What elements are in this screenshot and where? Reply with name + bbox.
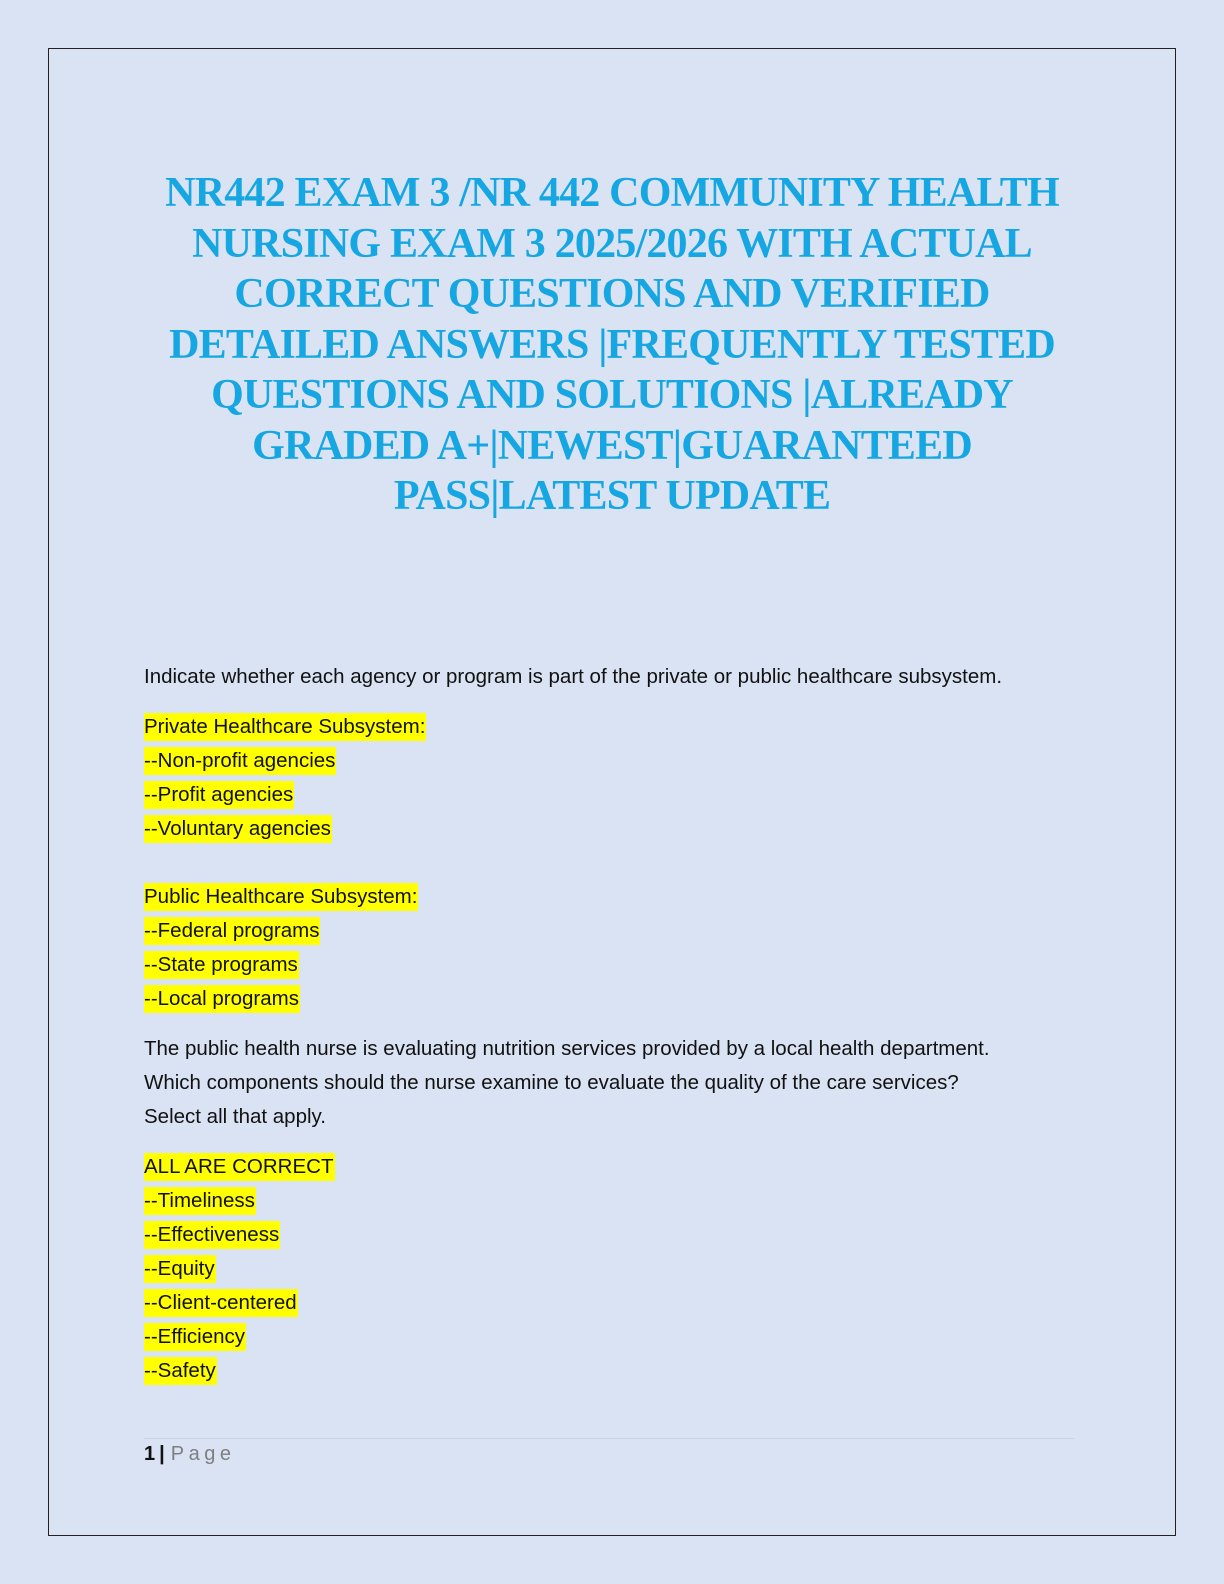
page-label: Page — [170, 1443, 236, 1465]
answer-heading — [144, 880, 1084, 914]
question-text: Select all that apply. — [144, 1105, 326, 1128]
answer-item — [144, 948, 1084, 982]
answer-group — [144, 880, 1084, 1016]
highlight: --Timeliness — [144, 1187, 256, 1215]
answer-item — [144, 1184, 1084, 1218]
spacer — [144, 694, 1084, 710]
highlight: --Effectiveness — [144, 1221, 280, 1249]
answer-group — [144, 1150, 1084, 1388]
highlight: --Client-centered — [144, 1289, 298, 1317]
answer-heading — [144, 1150, 1084, 1184]
document-body — [144, 660, 1084, 1388]
highlight: --Profit agencies — [144, 781, 294, 809]
question-text: Indicate whether each agency or program is part of the private or public healthcare subsystem. — [144, 665, 1003, 688]
highlight: Public Healthcare Subsystem: — [144, 883, 418, 911]
footer-separator: | — [159, 1443, 165, 1465]
question-text: The public health nurse is evaluating nutrition services provided by a local health department. — [144, 1037, 990, 1060]
highlight: --Non-profit agencies — [144, 747, 336, 775]
answer-item — [144, 1320, 1084, 1354]
page-footer — [144, 1441, 235, 1467]
highlight: Private Healthcare Subsystem: — [144, 713, 426, 741]
answer-item — [144, 914, 1084, 948]
answer-item — [144, 1218, 1084, 1252]
answer-item — [144, 812, 1084, 846]
answer-item — [144, 744, 1084, 778]
question-block — [144, 660, 1084, 1016]
answer-item — [144, 982, 1084, 1016]
document-title: NR442 EXAM 3 /NR 442 COMMUNITY HEALTH NURSING EXAM 3 2025/2026 WITH ACTUAL CORRECT QUESTIONS AND VERIFIED DETAILED ANSWERS |FREQUENTLY TESTED QUESTIONS AND SOLUTIONS |ALREADY GRADED A+|NEWEST|GUARANTEED PASS|LATEST UPDATE — [165, 170, 1059, 519]
spacer — [144, 1134, 1084, 1150]
highlight: --State programs — [144, 951, 299, 979]
answer-group — [144, 710, 1084, 846]
question-block — [144, 1032, 1084, 1388]
footer-divider — [144, 1438, 1074, 1439]
answer-item — [144, 1252, 1084, 1286]
highlight: --Safety — [144, 1357, 217, 1385]
answer-item — [144, 778, 1084, 812]
answer-item — [144, 1354, 1084, 1388]
page-number: 1 — [144, 1443, 156, 1465]
question-text: Which components should the nurse examine to evaluate the quality of the care services? — [144, 1071, 959, 1094]
answer-heading — [144, 710, 1084, 744]
spacer — [144, 1016, 1084, 1032]
spacer — [144, 846, 1084, 880]
highlight: --Federal programs — [144, 917, 320, 945]
highlight: --Voluntary agencies — [144, 815, 332, 843]
highlight: --Equity — [144, 1255, 216, 1283]
highlight: --Efficiency — [144, 1323, 246, 1351]
highlight: ALL ARE CORRECT — [144, 1153, 335, 1181]
answer-item — [144, 1286, 1084, 1320]
highlight: --Local programs — [144, 985, 300, 1013]
